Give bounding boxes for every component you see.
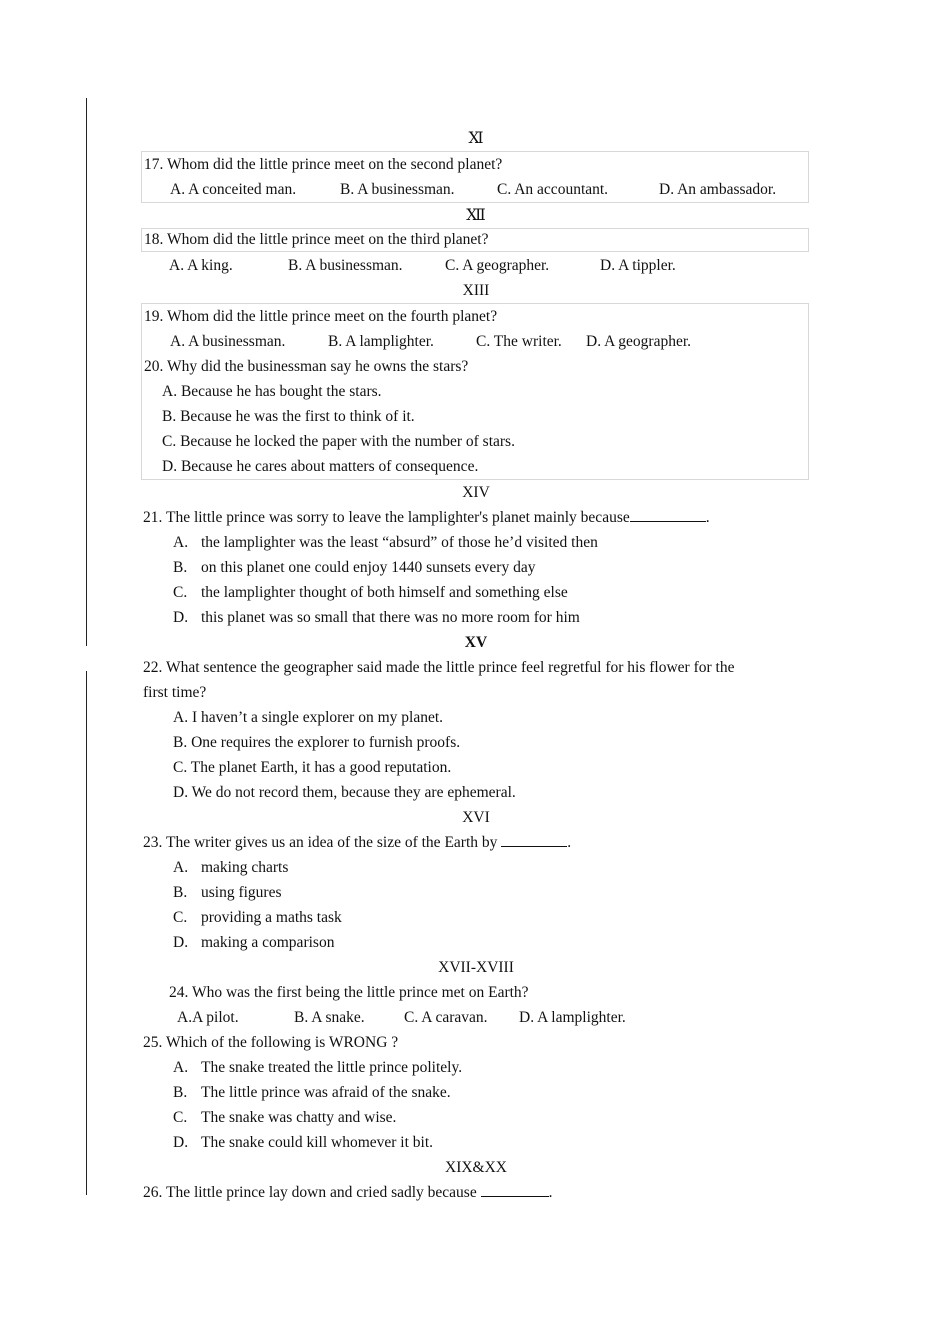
question-22-text-line1: 22. What sentence the geographer said made the little prince feel regretful for his flower for the bbox=[143, 659, 735, 676]
question-20-text: 20. Why did the businessman say he owns the stars? bbox=[144, 358, 469, 375]
question-21-option-a[interactable] bbox=[143, 530, 809, 555]
option-c[interactable]: C. A caravan. bbox=[404, 1009, 488, 1026]
question-22-option-b[interactable]: B. One requires the explorer to furnish proofs. bbox=[173, 734, 461, 751]
option-letter: C. bbox=[173, 909, 188, 926]
question-21-option-d[interactable] bbox=[143, 605, 809, 630]
option-text: this planet was so small that there was no more room for him bbox=[201, 609, 580, 626]
question-25-text: 25. Which of the following is WRONG ? bbox=[143, 1034, 399, 1051]
option-letter: A. bbox=[173, 1059, 189, 1076]
answer-blank[interactable] bbox=[501, 831, 567, 847]
question-21-end: . bbox=[705, 509, 710, 526]
section-heading-xiii: XIII bbox=[462, 282, 490, 299]
option-text: The little prince was afraid of the snake. bbox=[201, 1084, 451, 1101]
option-text: The snake treated the little prince politely. bbox=[201, 1059, 463, 1076]
question-21-stem: 21. The little prince was sorry to leave the lamplighter's planet mainly because bbox=[143, 509, 630, 526]
option-text: The snake was chatty and wise. bbox=[201, 1109, 397, 1126]
section-heading-xv: XV bbox=[464, 634, 488, 651]
option-text: the lamplighter thought of both himself and something else bbox=[201, 584, 568, 601]
option-letter: B. bbox=[173, 1084, 188, 1101]
question-25-option-d[interactable] bbox=[143, 1130, 809, 1155]
answer-blank[interactable] bbox=[630, 506, 706, 522]
section-heading-xvi: XVI bbox=[462, 809, 490, 826]
option-c[interactable]: C. Because he locked the paper with the number of stars. bbox=[162, 433, 515, 450]
question-19-20-box bbox=[141, 303, 809, 480]
question-24-options bbox=[143, 1005, 809, 1030]
option-letter: C. bbox=[173, 1109, 188, 1126]
question-23-end: . bbox=[567, 834, 572, 851]
answer-blank[interactable] bbox=[481, 1181, 549, 1197]
question-25-option-c[interactable] bbox=[143, 1105, 809, 1130]
question-22-option-c[interactable]: C. The planet Earth, it has a good reputation. bbox=[173, 759, 452, 776]
option-letter: B. bbox=[173, 884, 188, 901]
option-text: on this planet one could enjoy 1440 sunsets every day bbox=[201, 559, 536, 576]
option-b[interactable]: B. A snake. bbox=[294, 1009, 365, 1026]
option-d[interactable]: D. A geographer. bbox=[586, 333, 692, 350]
question-22-option-d[interactable]: D. We do not record them, because they are ephemeral. bbox=[173, 784, 516, 801]
option-text: the lamplighter was the least “absurd” of those he’d visited then bbox=[201, 534, 598, 551]
section-heading-xiv: XIV bbox=[462, 484, 490, 501]
question-23-text bbox=[143, 830, 809, 855]
question-18-text: 18. Whom did the little prince meet on the third planet? bbox=[144, 231, 489, 248]
question-24-text: 24. Who was the first being the little prince met on Earth? bbox=[169, 984, 529, 1001]
option-letter: C. bbox=[173, 584, 188, 601]
question-18-options bbox=[143, 253, 809, 278]
question-18-box bbox=[141, 228, 809, 252]
option-text: making charts bbox=[201, 859, 289, 876]
section-heading-xix-xx: XIX&XX bbox=[445, 1159, 507, 1176]
question-26-end: . bbox=[548, 1184, 553, 1201]
question-22-option-a[interactable]: A. I haven’t a single explorer on my planet. bbox=[173, 709, 444, 726]
option-text: The snake could kill whomever it bit. bbox=[201, 1134, 434, 1151]
question-19-options bbox=[144, 329, 808, 354]
option-b[interactable]: B. A businessman. bbox=[340, 181, 455, 198]
option-d[interactable]: D. Because he cares about matters of consequence. bbox=[162, 458, 479, 475]
option-letter: D. bbox=[173, 609, 189, 626]
question-17-options bbox=[144, 177, 808, 202]
option-a[interactable]: A. A businessman. bbox=[170, 333, 286, 350]
section-heading-xvii-xviii: XVII-XVIII bbox=[438, 959, 514, 976]
option-b[interactable]: B. Because he was the first to think of it. bbox=[162, 408, 415, 425]
option-a[interactable]: A.A pilot. bbox=[177, 1009, 239, 1026]
question-22-text-line2: first time? bbox=[143, 684, 207, 701]
question-23-option-d[interactable] bbox=[143, 930, 809, 955]
option-d[interactable]: D. An ambassador. bbox=[659, 181, 777, 198]
question-21-option-b[interactable] bbox=[143, 555, 809, 580]
option-b[interactable]: B. A lamplighter. bbox=[328, 333, 434, 350]
section-heading-xi: Ⅺ bbox=[468, 130, 484, 147]
question-19-text: 19. Whom did the little prince meet on the fourth planet? bbox=[144, 308, 498, 325]
margin-rule-upper bbox=[86, 98, 87, 646]
option-letter: D. bbox=[173, 934, 189, 951]
question-26-text bbox=[143, 1180, 809, 1205]
question-23-option-c[interactable] bbox=[143, 905, 809, 930]
option-text: making a comparison bbox=[201, 934, 335, 951]
margin-rule-lower bbox=[86, 671, 87, 1195]
question-23-option-b[interactable] bbox=[143, 880, 809, 905]
option-a[interactable]: A. A conceited man. bbox=[170, 181, 297, 198]
question-content bbox=[143, 126, 809, 1205]
option-b[interactable]: B. A businessman. bbox=[288, 257, 403, 274]
option-text: using figures bbox=[201, 884, 282, 901]
question-17-box bbox=[141, 151, 809, 203]
option-letter: A. bbox=[173, 859, 189, 876]
option-a[interactable]: A. Because he has bought the stars. bbox=[162, 383, 382, 400]
question-26-stem: 26. The little prince lay down and cried sadly because bbox=[143, 1184, 477, 1201]
question-21-option-c[interactable] bbox=[143, 580, 809, 605]
question-17-text: 17. Whom did the little prince meet on the second planet? bbox=[144, 156, 503, 173]
option-d[interactable]: D. A lamplighter. bbox=[519, 1009, 626, 1026]
option-a[interactable]: A. A king. bbox=[169, 257, 233, 274]
section-heading-xii: Ⅻ bbox=[466, 207, 486, 224]
option-c[interactable]: C. The writer. bbox=[476, 333, 562, 350]
option-letter: B. bbox=[173, 559, 188, 576]
question-23-option-a[interactable] bbox=[143, 855, 809, 880]
question-25-option-b[interactable] bbox=[143, 1080, 809, 1105]
question-25-option-a[interactable] bbox=[143, 1055, 809, 1080]
option-c[interactable]: C. An accountant. bbox=[497, 181, 609, 198]
option-letter: D. bbox=[173, 1134, 189, 1151]
option-d[interactable]: D. A tippler. bbox=[600, 257, 676, 274]
question-23-stem: 23. The writer gives us an idea of the size of the Earth by bbox=[143, 834, 498, 851]
option-text: providing a maths task bbox=[201, 909, 342, 926]
option-letter: A. bbox=[173, 534, 189, 551]
question-21-text bbox=[143, 505, 809, 530]
option-c[interactable]: C. A geographer. bbox=[445, 257, 550, 274]
